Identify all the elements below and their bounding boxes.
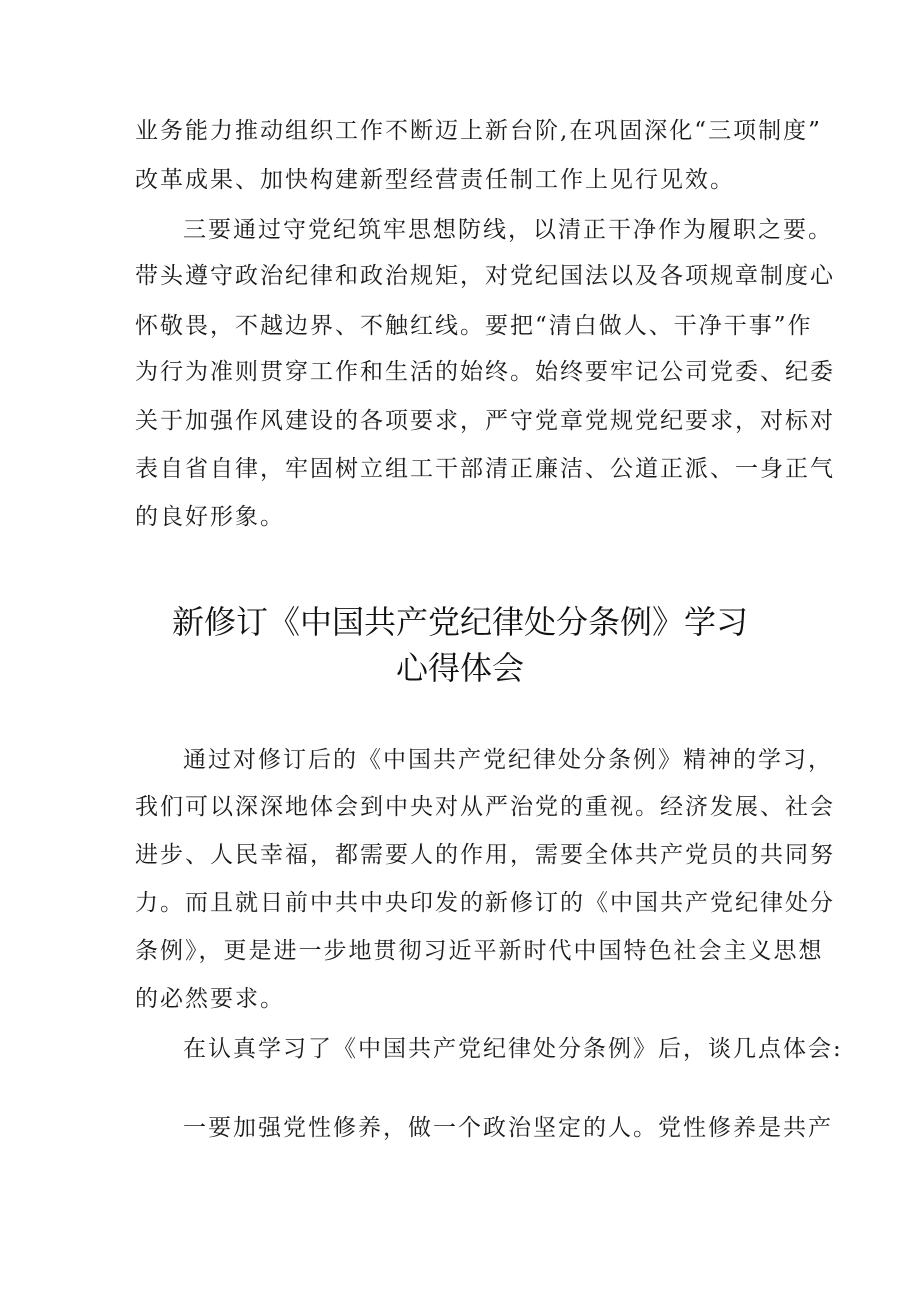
paragraph-line: 通过对修订后的《中国共产党纪律处分条例》精神的学习，: [183, 747, 833, 773]
paragraph-line: 一要加强党性修养，做一个政治坚定的人。党性修养是共产: [183, 1115, 833, 1141]
paragraph-line: 进步、人民幸福，都需要人的作用，需要全体共产党员的共同努: [135, 842, 835, 868]
paragraph-line: 为行为准则贯穿工作和生活的始终。始终要牢记公司党委、纪委: [135, 359, 835, 385]
paragraph-line: 业务能力推动组织工作不断迈上新台阶,在巩固深化“三项制度”: [135, 118, 822, 144]
paragraph-line: 怀敬畏，不越边界、不触红线。要把“清白做人、干净干事”作: [135, 313, 813, 339]
paragraph-line: 力。而且就日前中共中央印发的新修订的《中国共产党纪律处分: [135, 890, 835, 916]
document-title: 新修订《中国共产党纪律处分条例》学习: [171, 603, 748, 641]
paragraph-line: 改革成果、加快构建新型经营责任制工作上见行见效。: [135, 167, 735, 193]
paragraph-line: 条例》，更是进一步地贯彻习近平新时代中国特色社会主义思想: [135, 938, 824, 964]
paragraph-line: 三要通过守党纪筑牢思想防线，以清正干净作为履职之要。: [183, 217, 833, 243]
document-title-line2: 心得体会: [395, 649, 524, 687]
paragraph-line: 在认真学习了《中国共产党纪律处分条例》后，谈几点体会:: [183, 1036, 843, 1062]
paragraph-line: 关于加强作风建设的各项要求，严守党章党规党纪要求，对标对: [135, 408, 835, 434]
paragraph-line: 的必然要求。: [135, 986, 285, 1012]
paragraph-line: 我们可以深深地体会到中央对从严治党的重视。经济发展、社会: [135, 794, 835, 820]
paragraph-line: 的良好形象。: [135, 504, 285, 530]
paragraph-line: 表自省自律，牢固树立组工干部清正廉洁、公道正派、一身正气: [135, 456, 835, 482]
paragraph-line: 带头遵守政治纪律和政治规矩，对党纪国法以及各项规章制度心: [135, 263, 835, 289]
